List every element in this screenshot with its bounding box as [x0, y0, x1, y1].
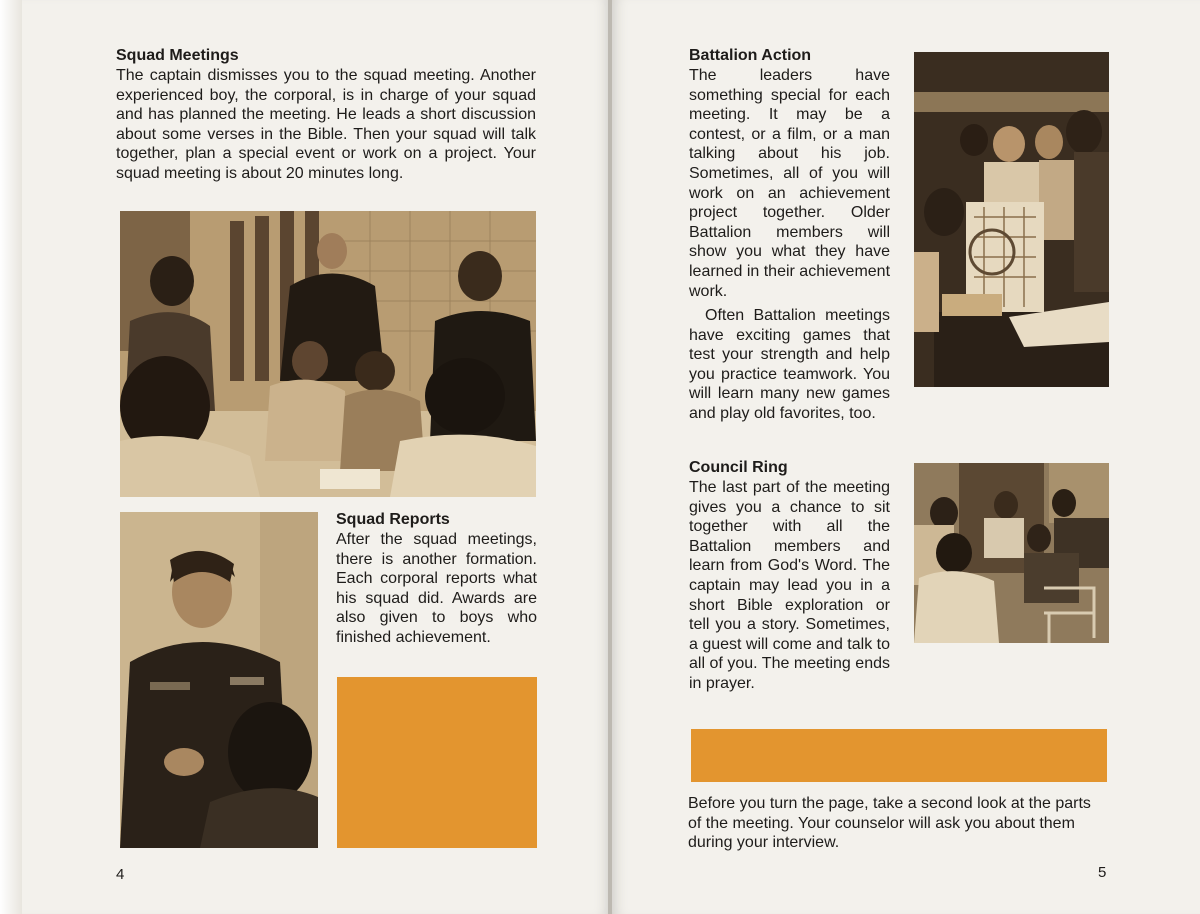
- closing-text: Before you turn the page, take a second look at the parts of the meeting. Your counselor will ask you about them during your interview.: [688, 795, 1091, 852]
- book-edge: [0, 0, 22, 914]
- squad-reports-text: After the squad meetings, there is another formation. Each corporal reports what his squad did. Awards are also given to boys who finished achievement.: [336, 531, 537, 646]
- council-ring-photo: [914, 463, 1109, 643]
- page-number-left: 4: [116, 866, 125, 883]
- squad-meeting-photo: [120, 211, 536, 497]
- squad-reports-heading: Squad Reports: [336, 511, 450, 528]
- battalion-action-heading: Battalion Action: [689, 47, 812, 64]
- page-number-right: 5: [1098, 864, 1107, 881]
- orange-block-left: [337, 677, 537, 848]
- orange-block-right: [691, 729, 1107, 782]
- corporal-photo: [120, 512, 318, 848]
- right-page: [612, 0, 1200, 914]
- battalion-project-photo: [914, 52, 1109, 387]
- battalion-games-text: Often Battalion meetings have exciting games that test your strength and help you practice teamwork. You will learn many new games and play old favorites, too.: [689, 307, 890, 422]
- battalion-action-text: The leaders have something special for each meeting. It may be a contest, or a film, or a man talking about his job. Sometimes, all of you will work on an achievement project together. Older Battalion members will show you what they have learned in their achievement work.: [689, 67, 891, 300]
- council-ring-heading: Council Ring: [689, 459, 788, 476]
- squad-meetings-heading: Squad Meetings: [116, 47, 239, 64]
- left-page: [22, 0, 610, 914]
- squad-meetings-text: The captain dismisses you to the squad meeting. Another experienced boy, the corporal, is in charge of your squad and has planned the meeting. He leads a short discussion about some verses in the Bible. Then your squad will talk together, plan a special event or work on a project. Your squad meeting is about 20 minutes long.: [116, 67, 536, 182]
- council-ring-text: The last part of the meeting gives you a chance to sit together with all the Battalion members and learn from God's Word. The captain may lead you in a short Bible exploration or tell you a story. Sometimes, a guest will come and talk to all of you. The meeting ends in prayer.: [689, 479, 890, 692]
